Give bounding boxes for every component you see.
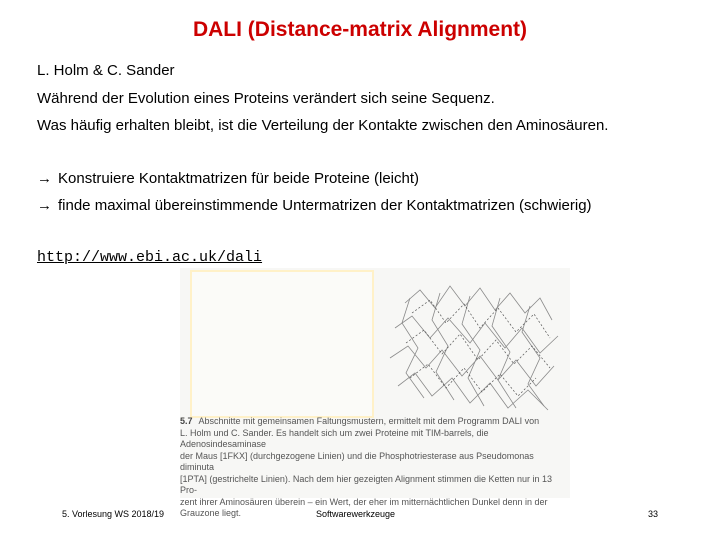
protein-structure-image [180,268,570,418]
caption-number: 5.7 [180,416,193,426]
caption-line: L. Holm und C. Sander. Es handelt sich um zwei Proteine mit TIM-barrels, die Adenosindesaminase [180,427,489,449]
arrow-icon: → [37,170,52,187]
authors: L. Holm & C. Sander [37,62,175,79]
dali-link[interactable]: http://www.ebi.ac.uk/dali [37,249,263,266]
intro-line-1: Während der Evolution eines Proteins verändert sich seine Sequenz. [37,90,495,107]
footer-lecture: 5. Vorlesung WS 2018/19 [62,509,165,519]
slide-title: DALI (Distance-matrix Alignment) [192,18,528,41]
caption-line: [1PTA] (gestrichelte Linien). Nach dem hier gezeigten Alignment stimmen die Ketten nur in 13 Pro- [180,473,553,495]
bullet-1-text: Konstruiere Kontaktmatrizen für beide Proteine (leicht) [58,170,420,187]
bullet-2-text: finde maximal übereinstimmende Untermatrizen der Kontaktmatrizen (schwierig) [58,197,592,214]
figure-caption [180,416,570,520]
caption-line: Grauzone liegt. [180,508,242,518]
bullet-2 [37,197,592,214]
footer-course: Softwarewerkzeuge [316,509,396,519]
arrow-icon: → [37,197,52,214]
intro-line-2: Was häufig erhalten bleibt, ist die Verteilung der Kontakte zwischen den Aminosäuren. [37,117,609,134]
bullet-1 [37,170,419,187]
caption-line: Abschnitte mit gemeinsamen Faltungsmustern, ermittelt mit dem Programm DALI von [198,416,540,426]
page-number: 33 [648,509,659,519]
caption-line: zent ihrer Aminosäuren überein – ein Wert, der eher im mitternächtlichen Dunkel denn in der [180,496,548,507]
caption-line: der Maus [1FKX] (durchgezogene Linien) und die Phosphotriesterase aus Pseudomonas diminuta [180,450,534,472]
